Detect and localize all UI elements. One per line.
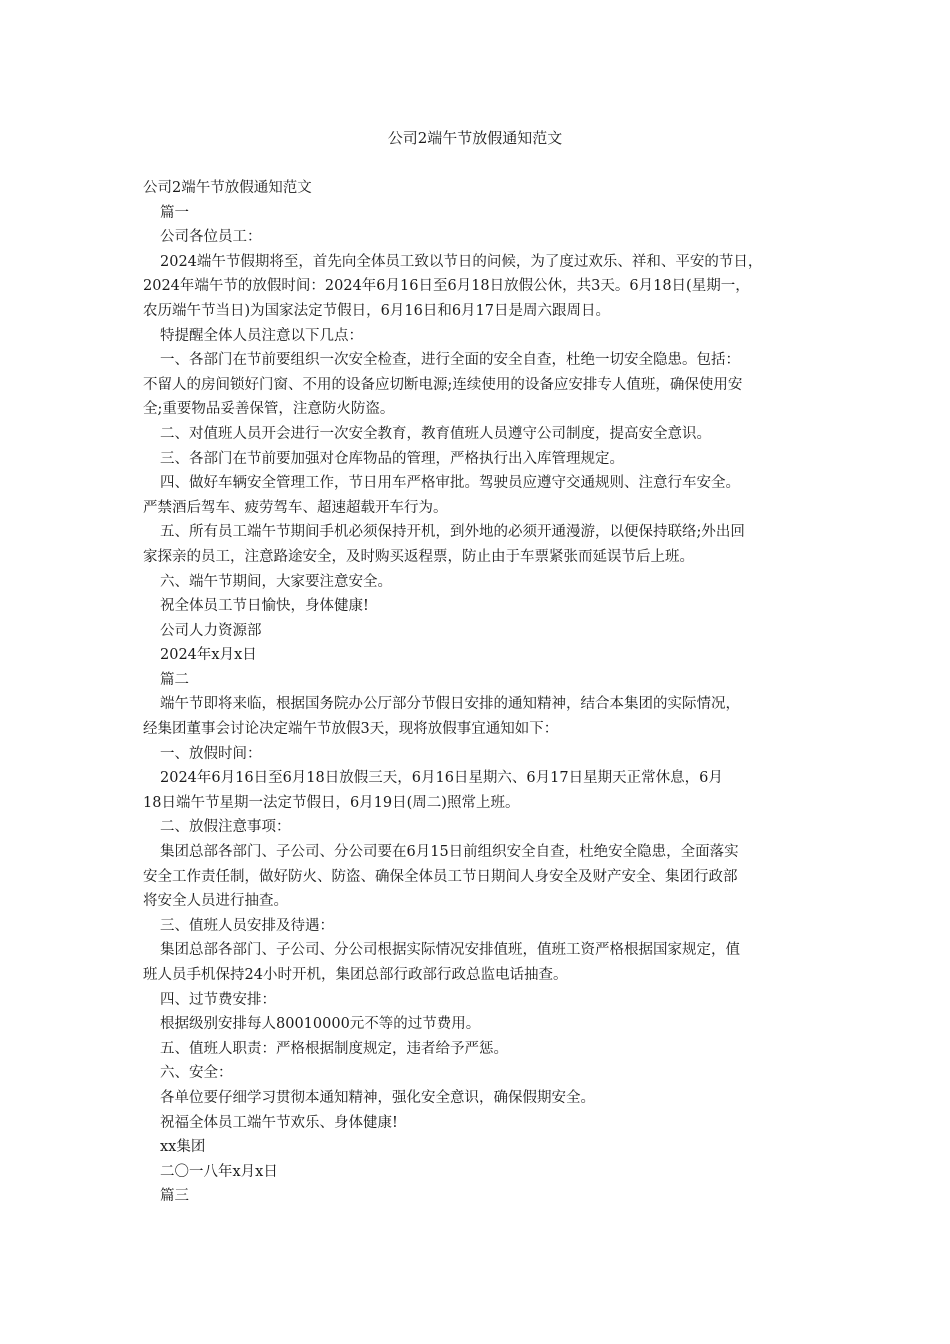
text-line: 公司人力资源部 [160,622,262,639]
text-line: 不留人的房间锁好门窗、不用的设备应切断电源;连续使用的设备应安排专人值班，确保使用安 [143,376,743,393]
text-line: xx集团 [160,1139,206,1156]
text-line: 祝全体员工节日愉快，身体健康! [160,598,369,615]
text-line: 三、各部门在节前要加强对仓库物品的管理，严格执行出入库管理规定。 [160,450,624,467]
text-line: 各单位要仔细学习贯彻本通知精神，强化安全意识，确保假期安全。 [160,1089,595,1106]
text-line: 农历端午节当日)为国家法定节假日，6月16日和6月17日是周六跟周日。 [143,302,611,319]
text-line: 六、端午节期间，大家要注意安全。 [160,573,392,590]
text-line: 四、过节费安排： [160,991,276,1008]
text-line: 五、所有员工端午节期间手机必须保持开机，到外地的必须开通漫游，以便保持联络;外出回 [160,524,745,541]
text-line: 2024年端午节的放假时间：2024年6月16日至6月18日放假公休，共3天。6月18日(星期一， [143,278,750,295]
text-line: 公司2端午节放假通知范文 [143,180,312,196]
text-line: 二、放假注意事项： [160,819,291,836]
text-line: 一、放假时间： [160,745,262,762]
text-line: 严禁酒后驾车、疲劳驾车、超速超载开车行为。 [143,499,448,516]
text-line: 班人员手机保持24小时开机，集团总部行政部行政总监电话抽查。 [143,967,568,983]
text-line: 2024年6月16日至6月18日放假三天，6月16日星期六、6月17日星期天正常休息，6月 [160,770,723,787]
text-line: 2024年x月x日 [160,647,257,664]
text-line: 祝福全体员工端午节欢乐、身体健康! [160,1114,398,1131]
text-line: 一、各部门在节前要组织一次安全检查，进行全面的安全自查，杜绝一切安全隐患。包括： [160,352,740,369]
text-line: 家探亲的员工，注意路途安全，及时购买返程票，防止由于车票紧张而延误节后上班。 [143,548,694,565]
text-line: 篇三 [160,1188,189,1205]
text-line: 三、值班人员安排及待遇： [160,917,334,934]
text-line: 将安全人员进行抽查。 [143,893,288,910]
text-line: 公司各位员工： [160,229,262,246]
text-line: 根据级别安排每人80010000元不等的过节费用。 [160,1016,481,1033]
text-line: 五、值班人职责：严格根据制度规定，违者给予严惩。 [160,1040,508,1057]
text-line: 特提醒全体人员注意以下几点： [160,327,363,344]
text-line: 经集团董事会讨论决定端午节放假3天，现将放假事宜通知如下： [143,721,559,738]
text-line: 二〇一八年x月x日 [160,1163,278,1180]
text-line: 集团总部各部门、子公司、分公司根据实际情况安排值班，值班工资严格根据国家规定，值 [160,942,740,959]
document-title: 公司2端午节放假通知范文 [387,129,563,147]
document-body [143,176,815,1209]
text-line: 二、对值班人员开会进行一次安全教育，教育值班人员遵守公司制度，提高安全意识。 [160,425,711,442]
text-line: 篇二 [160,671,189,688]
text-line: 安全工作责任制，做好防火、防盗、确保全体员工节日期间人身安全及财产安全、集团行政部 [143,868,738,885]
text-line: 篇一 [160,204,189,221]
text-line: 2024端午节假期将至，首先向全体员工致以节日的问候，为了度过欢乐、祥和、平安的节日， [160,253,763,270]
text-line: 集团总部各部门、子公司、分公司要在6月15日前组织安全自查，杜绝安全隐患，全面落实 [160,844,739,861]
text-line: 全;重要物品妥善保管，注意防火防盗。 [143,401,395,418]
text-line: 四、做好车辆安全管理工作，节日用车严格审批。驾驶员应遵守交通规则、注意行车安全。 [160,475,740,492]
text-line: 18日端午节星期一法定节假日，6月19日(周二)照常上班。 [143,794,520,811]
text-line: 六、安全： [160,1065,233,1082]
text-line: 端午节即将来临，根据国务院办公厅部分节假日安排的通知精神，结合本集团的实际情况， [160,696,740,713]
